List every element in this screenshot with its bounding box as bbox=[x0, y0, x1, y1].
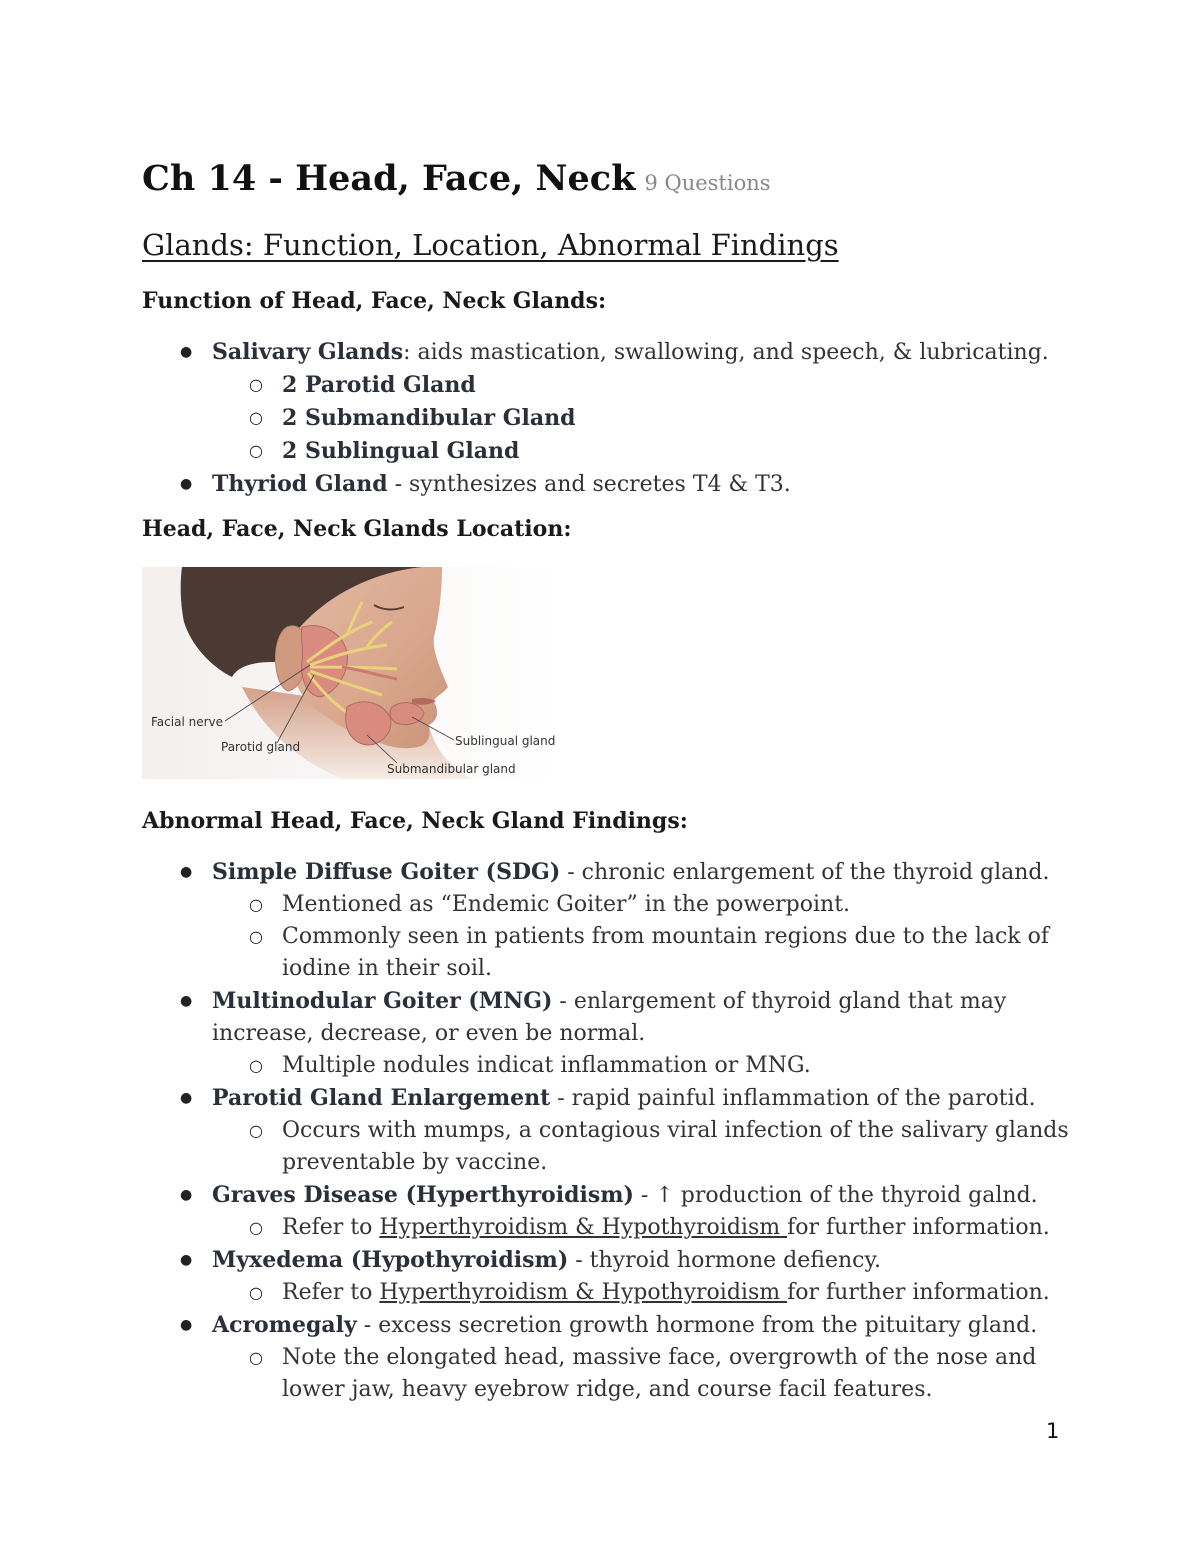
item-title: Parotid Gland Enlargement bbox=[212, 1085, 551, 1111]
sub-item-text: Mentioned as “Endemic Goiter” in the powerpoint. bbox=[282, 892, 851, 917]
function-list bbox=[142, 336, 1072, 501]
item-title: Acromegaly bbox=[212, 1312, 357, 1338]
sub-item-text: Note the elongated head, massive face, overgrowth of the nose and lower jaw, heavy eyebrow ridge, and course facil features. bbox=[282, 1345, 1037, 1402]
sub-list bbox=[212, 369, 1072, 468]
item-text: - excess secretion growth hormone from the pituitary gland. bbox=[356, 1313, 1038, 1338]
circle-bullet-icon: ○ bbox=[249, 408, 263, 427]
sub-list bbox=[212, 1115, 1072, 1179]
sub-item-text: 2 Sublingual Gland bbox=[282, 438, 520, 464]
item-title: Graves Disease (Hyperthyroidism) bbox=[212, 1182, 634, 1208]
function-heading: Function of Head, Face, Neck Glands: bbox=[142, 288, 607, 314]
item-text: - rapid painful inflammation of the parotid. bbox=[550, 1086, 1036, 1111]
question-count: 9 Questions bbox=[644, 171, 771, 195]
item-text: - enlargement of thyroid gland that may increase, decrease, or even be normal. bbox=[212, 989, 1007, 1046]
list-item bbox=[142, 856, 1072, 985]
item-title: Simple Diffuse Goiter (SDG) bbox=[212, 859, 561, 885]
sub-list bbox=[212, 1050, 1072, 1082]
bullet-icon: ● bbox=[180, 864, 193, 880]
bullet-icon: ● bbox=[180, 1090, 193, 1106]
list-item bbox=[142, 1244, 1072, 1309]
sub-list bbox=[212, 1342, 1072, 1406]
bullet-icon: ● bbox=[180, 993, 193, 1009]
circle-bullet-icon: ○ bbox=[249, 1056, 263, 1075]
circle-bullet-icon: ○ bbox=[249, 375, 263, 394]
item-title: Salivary Glands bbox=[212, 339, 404, 365]
item-text: - ↑ production of the thyroid galnd. bbox=[633, 1183, 1038, 1208]
sub-item-text: Commonly seen in patients from mountain regions due to the lack of iodine in their soil. bbox=[282, 924, 1050, 981]
page-title: Ch 14 - Head, Face, Neck bbox=[142, 158, 636, 199]
sub-item-prefix: Refer to bbox=[282, 1215, 380, 1240]
sub-list bbox=[212, 1277, 1072, 1309]
list-item bbox=[142, 985, 1072, 1082]
sub-list-item bbox=[212, 1342, 1072, 1406]
circle-bullet-icon: ○ bbox=[249, 1218, 263, 1237]
list-item bbox=[142, 1179, 1072, 1244]
location-heading: Head, Face, Neck Glands Location: bbox=[142, 516, 572, 542]
bullet-icon: ● bbox=[180, 476, 193, 492]
sub-list-item bbox=[212, 1277, 1072, 1309]
item-text: - synthesizes and secretes T4 & T3. bbox=[387, 472, 791, 497]
page-number: 1 bbox=[1046, 1419, 1060, 1443]
label-submandibular-gland: Submandibular gland bbox=[387, 762, 516, 776]
bullet-icon: ● bbox=[180, 1187, 193, 1203]
list-item bbox=[142, 336, 1072, 468]
hyper-hypo-link[interactable]: Hyperthyroidism & Hypothyroidism bbox=[379, 1215, 788, 1240]
salivary-glands-figure bbox=[142, 567, 560, 779]
circle-bullet-icon: ○ bbox=[249, 1121, 263, 1140]
item-title: Myxedema (Hypothyroidism) bbox=[212, 1247, 569, 1273]
sub-list-item bbox=[212, 889, 1072, 921]
sub-list-item bbox=[212, 1115, 1072, 1179]
bullet-icon: ● bbox=[180, 1252, 193, 1268]
item-text: : aids mastication, swallowing, and speech, & lubricating. bbox=[403, 340, 1049, 365]
section-heading: Glands: Function, Location, Abnormal Findings bbox=[142, 228, 839, 262]
sub-list-item bbox=[212, 921, 1072, 985]
bullet-icon: ● bbox=[180, 344, 193, 360]
sub-list-item bbox=[212, 435, 1072, 468]
item-title: Multinodular Goiter (MNG) bbox=[212, 988, 553, 1014]
item-text: - chronic enlargement of the thyroid gland. bbox=[560, 860, 1050, 885]
label-facial-nerve: Facial nerve bbox=[151, 715, 223, 729]
item-text: - thyroid hormone defiency. bbox=[568, 1248, 881, 1273]
circle-bullet-icon: ○ bbox=[249, 895, 263, 914]
sub-list-item bbox=[212, 369, 1072, 402]
sub-item-text: Occurs with mumps, a contagious viral infection of the salivary glands preventable by vaccine. bbox=[282, 1118, 1069, 1175]
sub-list-item bbox=[212, 402, 1072, 435]
page-title-row bbox=[142, 158, 771, 199]
sub-list-item bbox=[212, 1212, 1072, 1244]
sub-item-suffix: for further information. bbox=[787, 1280, 1050, 1305]
sub-list bbox=[212, 1212, 1072, 1244]
abnormal-list bbox=[142, 856, 1072, 1406]
label-parotid-gland: Parotid gland bbox=[221, 740, 301, 754]
sub-item-suffix: for further information. bbox=[787, 1215, 1050, 1240]
sub-item-text: Multiple nodules indicat inflammation or MNG. bbox=[282, 1053, 811, 1078]
bullet-icon: ● bbox=[180, 1317, 193, 1333]
list-item bbox=[142, 1082, 1072, 1179]
label-sublingual-gland: Sublingual gland bbox=[455, 734, 556, 748]
circle-bullet-icon: ○ bbox=[249, 1348, 263, 1367]
sub-list bbox=[212, 889, 1072, 985]
sub-item-prefix: Refer to bbox=[282, 1280, 380, 1305]
hyper-hypo-link[interactable]: Hyperthyroidism & Hypothyroidism bbox=[379, 1280, 788, 1305]
list-item bbox=[142, 468, 1072, 501]
item-title: Thyriod Gland bbox=[212, 471, 388, 497]
list-item bbox=[142, 1309, 1072, 1406]
sub-item-text: 2 Parotid Gland bbox=[282, 372, 476, 398]
abnormal-heading: Abnormal Head, Face, Neck Gland Findings: bbox=[142, 808, 688, 834]
circle-bullet-icon: ○ bbox=[249, 1283, 263, 1302]
circle-bullet-icon: ○ bbox=[249, 927, 263, 946]
circle-bullet-icon: ○ bbox=[249, 441, 263, 460]
sub-list-item bbox=[212, 1050, 1072, 1082]
sub-item-text: 2 Submandibular Gland bbox=[282, 405, 576, 431]
